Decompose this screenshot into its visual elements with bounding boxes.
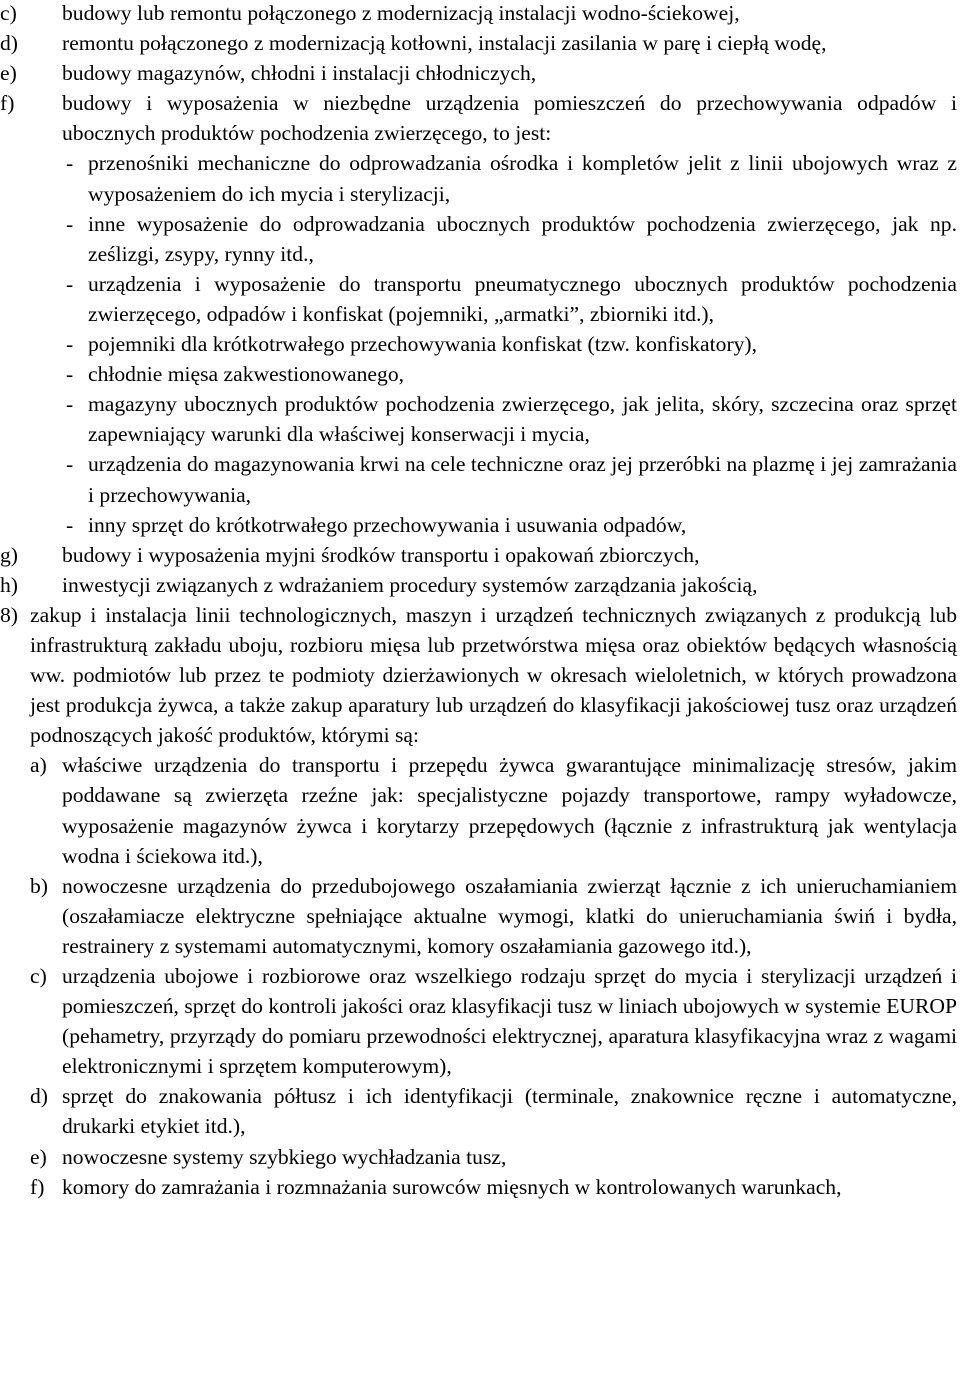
item-label: b): [30, 873, 48, 898]
list-item: [0, 961, 960, 1081]
item-text: urządzenia ubojowe i rozbiorowe oraz wszelkiego rodzaju sprzęt do mycia i sterylizacji urządzeń i pomieszczeń, sprzęt do kontroli jakości oraz klasyfikacji tusz w liniach ubojowych w systemie EUROP (pehametry, przyrządy do pomiaru przewodności elektrycznej, aparatura klasyfikacyjna wraz z wagami elektronicznymi i sprzętem komputerowym),: [62, 964, 957, 1079]
item-label: f): [0, 91, 15, 116]
item-label: d): [0, 31, 18, 56]
item-label: c): [0, 1, 17, 25]
item-label: e): [30, 1144, 47, 1169]
dash-bullet: -: [66, 452, 74, 477]
list-item: [0, 58, 960, 88]
item-label: a): [30, 753, 47, 778]
list-item: [0, 0, 960, 28]
item-text: budowy magazynów, chłodni i instalacji chłodniczych,: [62, 61, 537, 86]
item-label: e): [0, 61, 17, 86]
item-text: inne wyposażenie do odprowadzania ubocznych produktów pochodzenia zwierzęcego, jak np. ześlizgi, zsypy, rynny itd.,: [88, 211, 957, 266]
dash-list-item: [0, 510, 960, 540]
item-text: komory do zamrażania i rozmnażania surowców mięsnych w kontrolowanych warunkach,: [62, 1174, 842, 1199]
list-item: [0, 871, 960, 961]
dash-list-item: [0, 329, 960, 359]
dash-bullet: -: [66, 512, 74, 537]
item-text: przenośniki mechaniczne do odprowadzania ośrodka i kompletów jelit z linii ubojowych wraz z wyposażeniem do ich mycia i sterylizacji,: [88, 151, 957, 206]
dash-bullet: -: [66, 332, 74, 357]
item-label: f): [30, 1174, 45, 1199]
item-text: sprzęt do znakowania półtusz i ich identyfikacji (terminale, znakownice ręczne i automatyczne, drukarki etykiet itd.),: [62, 1084, 957, 1139]
list-item: [0, 570, 960, 600]
item-text: budowy lub remontu połączonego z modernizacją instalacji wodno-ściekowej,: [62, 1, 740, 25]
item-text: nowoczesne systemy szybkiego wychładzania tusz,: [62, 1144, 507, 1169]
dash-bullet: -: [66, 392, 74, 417]
dash-list-item: [0, 148, 960, 208]
dash-bullet: -: [66, 151, 74, 176]
dash-bullet: -: [66, 211, 74, 236]
list-item: [0, 540, 960, 570]
list-item: [0, 88, 960, 148]
dash-list-item: [0, 209, 960, 269]
item-text: pojemniki dla krótkotrwałego przechowywania konfiskat (tzw. konfiskatory),: [88, 332, 758, 357]
list-item: [0, 1081, 960, 1141]
dash-bullet: -: [66, 362, 74, 387]
item-label: c): [30, 964, 47, 988]
item-text: remontu połączonego z modernizacją kotłowni, instalacji zasilania w parę i ciepłą wodę,: [62, 31, 827, 56]
item-text: urządzenia i wyposażenie do transportu pneumatycznego ubocznych produktów pochodzenia zwierzęcego, odpadów i konfiskat (pojemniki, „armatki”, zbiorniki itd.),: [88, 271, 957, 326]
item-text: magazyny ubocznych produktów pochodzenia zwierzęcego, jak jelita, skóry, szczecina oraz sprzęt zapewniający warunki dla właściwej konserwacji i mycia,: [88, 392, 957, 447]
item-text: zakup i instalacja linii technologicznych, maszyn i urządzeń technicznych związanych z produkcją lub infrastrukturą zakładu uboju, rozbioru mięsa lub przetwórstwa mięsa oraz obiektów będących własnością ww. podmiotów lub przez te podmioty dzierżawionych w okresach wieloletnich, w których prowadzona jest produkcja żywca, a także zakup aparatury lub urządzeń do klasyfikacji jakościowej tusz oraz urządzeń podnoszących jakość produktów, którymi są:: [30, 602, 957, 748]
dash-list-item: [0, 359, 960, 389]
item-text: właściwe urządzenia do transportu i przepędu żywca gwarantujące minimalizację stresów, jakim poddawane są zwierzęta rzeźne jak: specjalistyczne pojazdy transportowe, rampy wyładowcze, wyposażenie magazynów żywca i korytarzy przepędowych (łącznie z infrastrukturą jak wentylacja wodna i ściekowa itd.),: [62, 753, 957, 868]
dash-list-item: [0, 449, 960, 509]
item-text: nowoczesne urządzenia do przedubojowego oszałamiania zwierząt łącznie z ich unieruchamianiem (oszałamiacze elektryczne spełniające aktualne wymogi, klatki do unieruchamiania świń i bydła, restrainery z systemami automatycznymi, komory oszałamiania gazowego itd.),: [62, 873, 957, 958]
item-text: urządzenia do magazynowania krwi na cele techniczne oraz jej przeróbki na plazmę i jej zamrażania i przechowywania,: [88, 452, 957, 507]
list-item: [0, 750, 960, 870]
list-item: [0, 1172, 960, 1202]
item-label: h): [0, 572, 18, 597]
item-number: 8): [0, 602, 18, 627]
list-item: [0, 28, 960, 58]
dash-bullet: -: [66, 271, 74, 296]
numbered-item-8: [0, 600, 960, 750]
item-text: inny sprzęt do krótkotrwałego przechowywania i usuwania odpadów,: [88, 512, 687, 537]
item-text: budowy i wyposażenia myjni środków transportu i opakowań zbiorczych,: [62, 542, 700, 567]
item-text: chłodnie mięsa zakwestionowanego,: [88, 362, 405, 387]
item-text: budowy i wyposażenia w niezbędne urządzenia pomieszczeń do przechowywania odpadów i ubocznych produktów pochodzenia zwierzęcego, to jest:: [62, 91, 957, 146]
item-text: inwestycji związanych z wdrażaniem procedury systemów zarządzania jakością,: [62, 572, 758, 597]
dash-list-item: [0, 389, 960, 449]
item-label: d): [30, 1084, 48, 1109]
list-item: [0, 1142, 960, 1172]
dash-list-item: [0, 269, 960, 329]
item-label: g): [0, 542, 18, 567]
